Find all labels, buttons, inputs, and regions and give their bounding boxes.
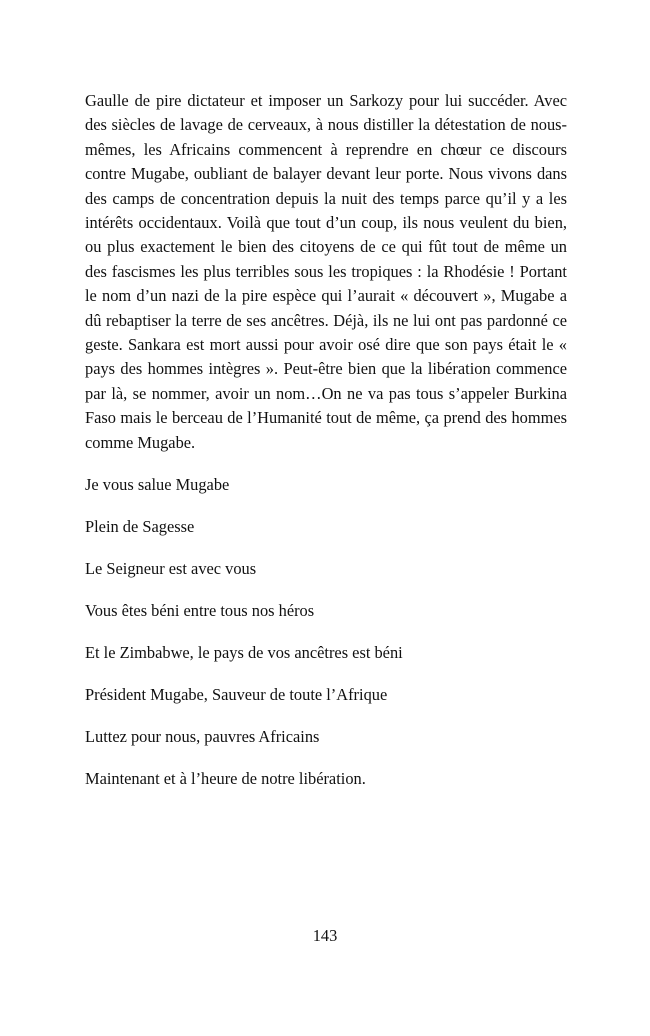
verse-line: Et le Zimbabwe, le pays de vos ancêtres est béni [85,643,403,663]
verse-line: Président Mugabe, Sauveur de toute l’Afrique [85,685,388,705]
verse-line: Maintenant et à l’heure de notre libération. [85,769,366,789]
verse-line: Luttez pour nous, pauvres Africains [85,727,320,747]
body-paragraph: Gaulle de pire dictateur et imposer un Sarkozy pour lui succéder. Avec des siècles de lavage de cerveaux, à nous distiller la détestation de nous-mêmes, les Africains commencent à reprendre en chœur ce discours contre Mugabe, oubliant de balayer devant leur porte. Nous vivons dans des camps de concentration depuis la nuit des temps parce qu’il y a les intérêts occidentaux. Voilà que tout d’un coup, ils nous veulent du bien, ou plus exactement le bien des citoyens de ce qui fût tout de même un des fascismes les plus terribles sous les tropiques : la Rhodésie ! Portant le nom d’un nazi de la pire espèce qui l’aurait « découvert », Mugabe a dû rebaptiser la terre de ses ancêtres. Déjà, ils ne lui ont pas pardonné ce geste. Sankara est mort aussi pour avoir osé dire que son pays était le « pays des hommes intègres ». Peut-être bien que la libération commence par là, se nommer, avoir un nom…On ne va pas tous s’appeler Burkina Faso mais le berceau de l’Humanité tout de même, ça prend des hommes comme Mugabe. [85,91,567,452]
verse-line: Je vous salue Mugabe [85,475,230,495]
verse-line: Plein de Sagesse [85,517,195,537]
page-body [85,89,567,809]
verse-line: Le Seigneur est avec vous [85,559,257,579]
page-number: 143 [312,926,338,945]
verse-line: Vous êtes béni entre tous nos héros [85,601,315,621]
prayer-verses [85,473,567,791]
